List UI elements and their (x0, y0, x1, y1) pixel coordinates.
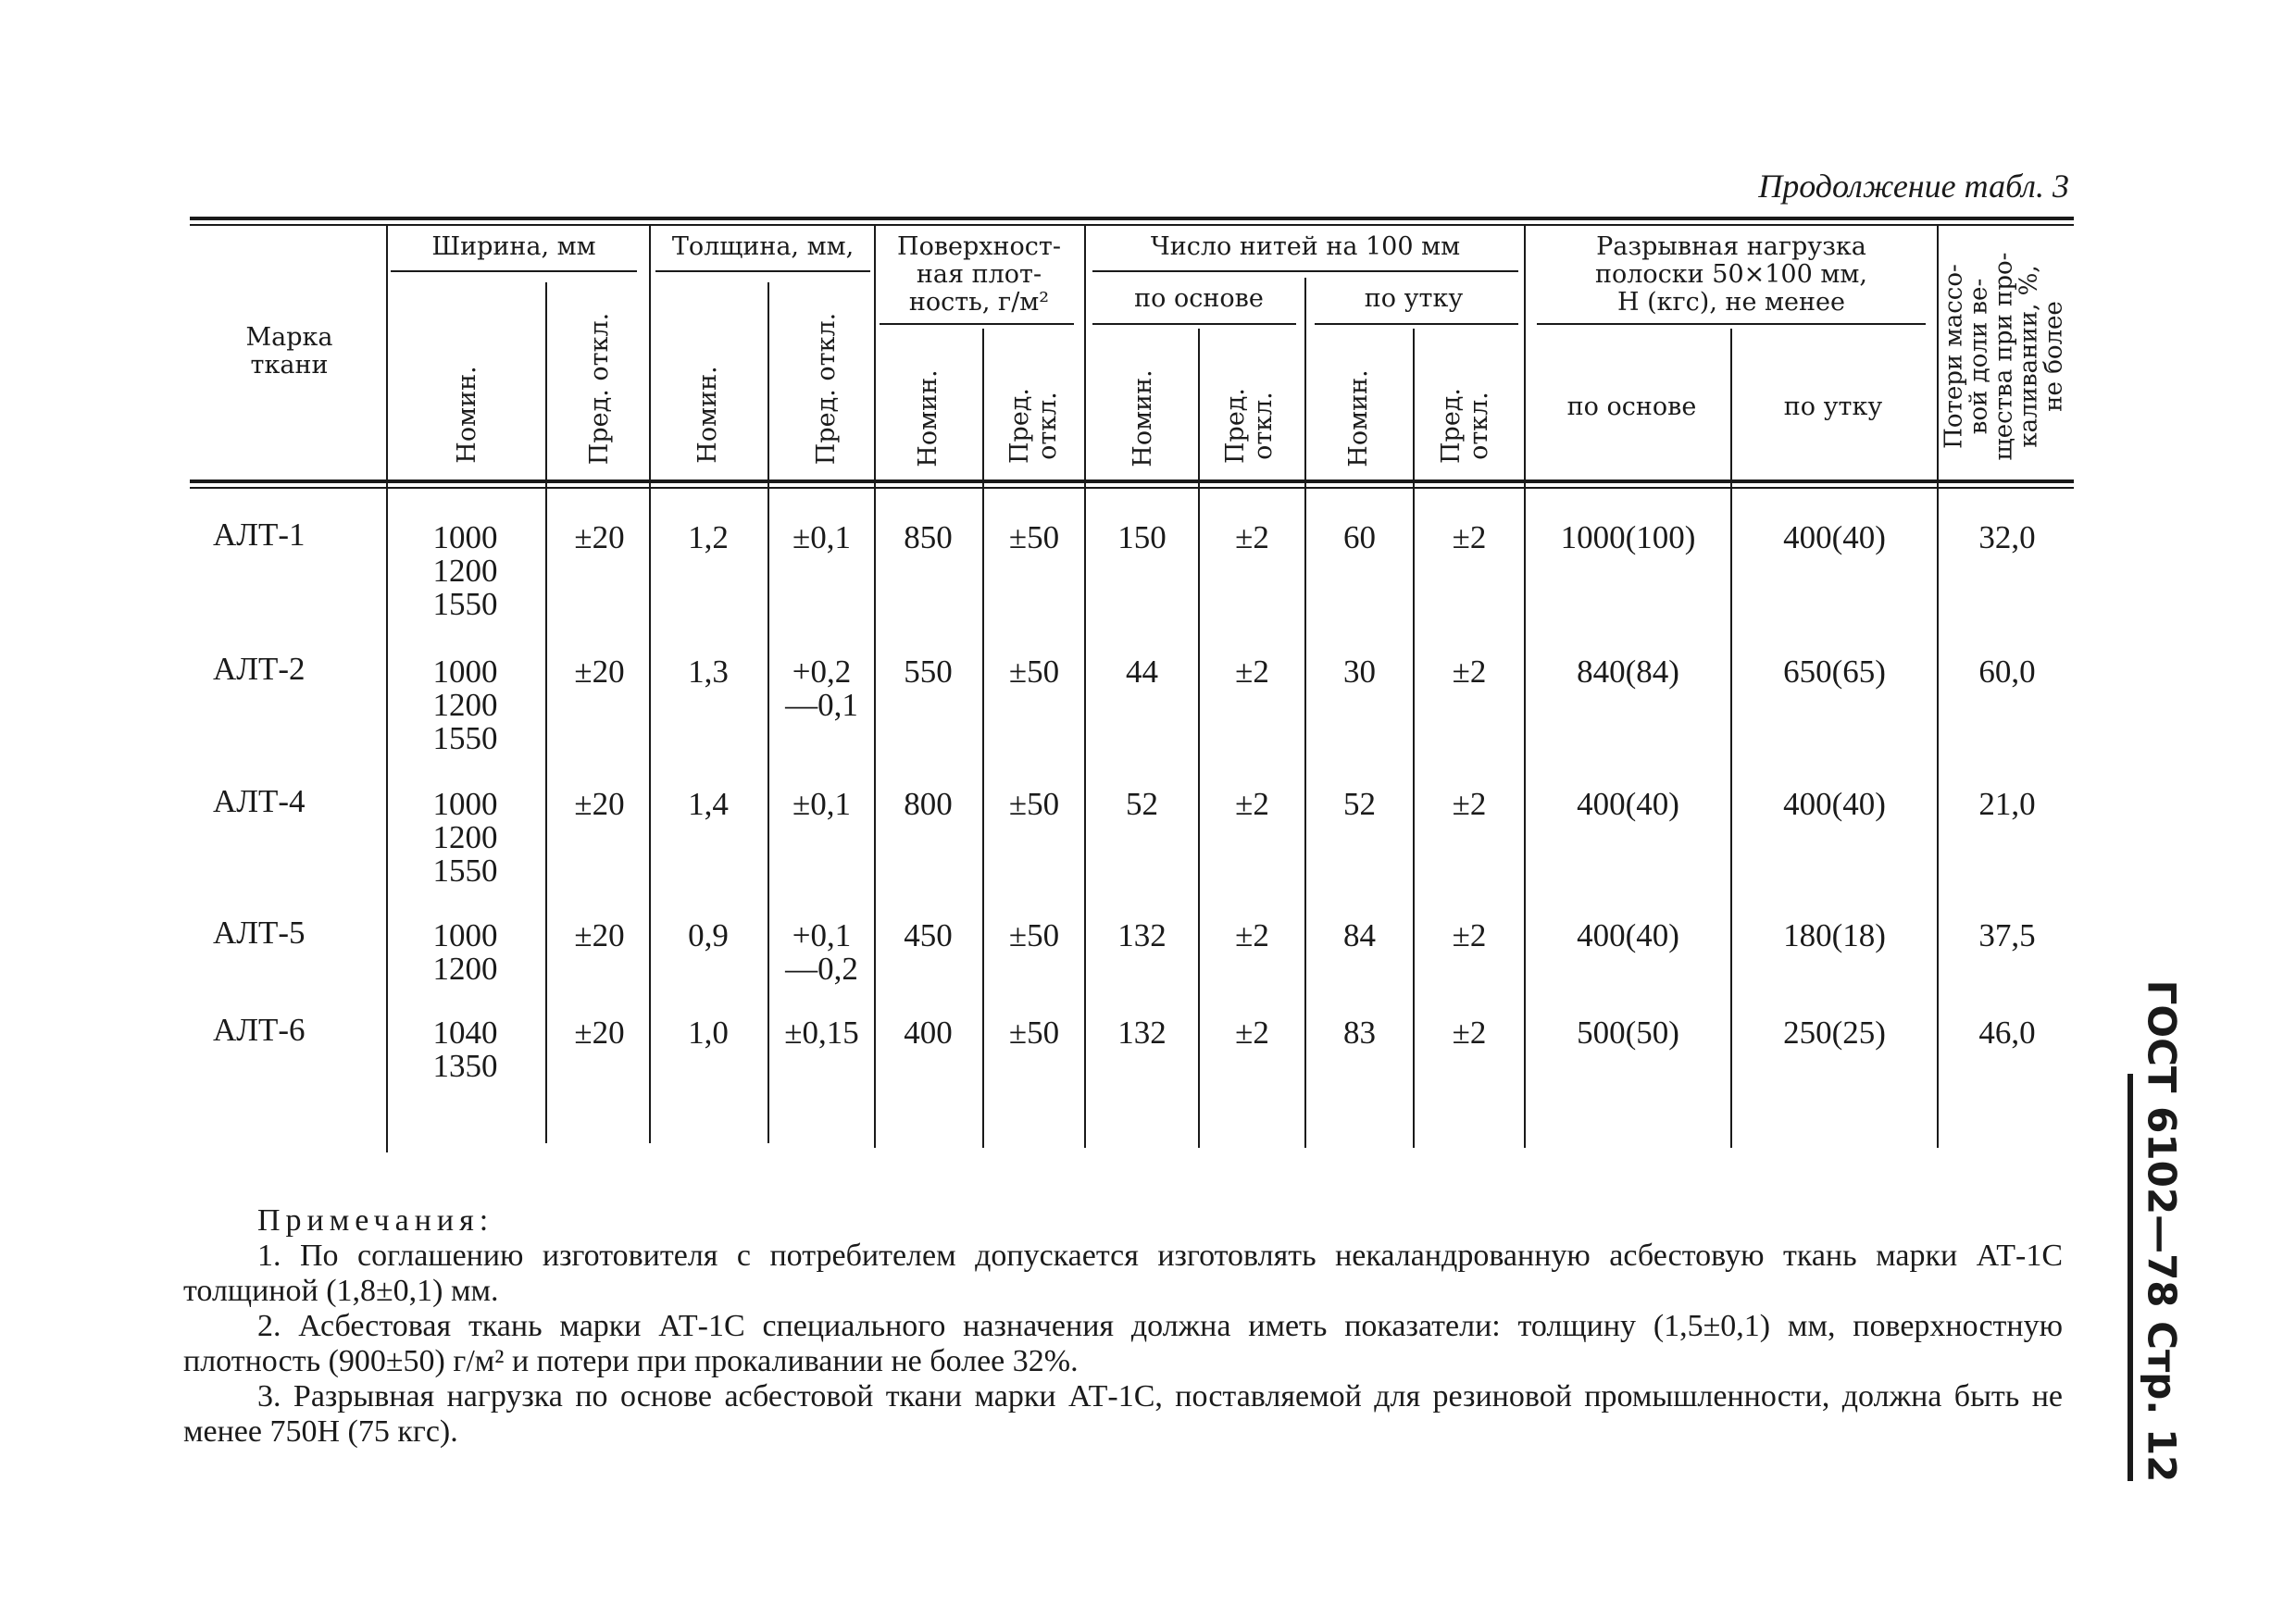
row-2-width-dev: ±20 (574, 654, 625, 690)
row-1-load-warp: 1000(100) (1560, 519, 1696, 555)
row-4-load-weft: 180(18) (1783, 917, 1886, 953)
row-3-width-nom: 1000 1200 1550 (432, 786, 498, 889)
row-4-load-warp: 400(40) (1577, 917, 1679, 953)
row-1-width-dev: ±20 (574, 519, 625, 555)
row-5-dens-dev: ±50 (1008, 1015, 1060, 1051)
row-5-thick-dev: ±0,15 (784, 1015, 859, 1051)
row-4-warp-dev: ±2 (1235, 917, 1269, 953)
row-3-dens-nom: 800 (904, 786, 953, 822)
row-3-weft-dev: ±2 (1452, 786, 1487, 822)
row-3-load-weft: 400(40) (1783, 786, 1886, 822)
row-5-weft-nom: 83 (1343, 1015, 1376, 1051)
row-1-loss: 32,0 (1978, 519, 2036, 555)
row-1-weft-nom: 60 (1343, 519, 1376, 555)
row-3-width-dev: ±20 (574, 786, 625, 822)
note-1: 1. По соглашению изготовителя с потребителем допускается изготовлять некаландрованную асбестовую ткань марки АТ-1С толщиной (1,8±0,1) мм. (183, 1239, 2063, 1308)
row-2-weft-nom: 30 (1343, 654, 1376, 690)
row-2-loss: 60,0 (1978, 654, 2036, 690)
header-loss: Потери массо- вой доли ве- щества при про- каливании, %, не более (1940, 252, 2068, 461)
row-1-warp-nom: 150 (1117, 519, 1167, 555)
row-3-warp-dev: ±2 (1235, 786, 1269, 822)
row-1-width-nom: 1000 1200 1550 (432, 519, 498, 622)
header-weft-dev: Пред. откл. (1437, 387, 1493, 465)
row-1-dens-dev: ±50 (1008, 519, 1060, 555)
header-thick-dev: Пред. откл. (812, 312, 841, 466)
row-5-thick-nom: 1,0 (688, 1015, 729, 1051)
header-threads-warp: по основе (1134, 284, 1264, 313)
row-1-load-weft: 400(40) (1783, 519, 1886, 555)
row-2-dens-nom: 550 (904, 654, 953, 690)
header-grade: Марка ткани (245, 323, 333, 380)
page-label: ГОСТ 6102—78 Стр. 12 (2139, 979, 2185, 1483)
row-5-grade: АЛТ-6 (213, 1012, 306, 1048)
row-1-grade: АЛТ-1 (213, 517, 306, 553)
row-2-warp-nom: 44 (1126, 654, 1158, 690)
header-width-nom: Номин. (453, 366, 481, 464)
row-1-weft-dev: ±2 (1452, 519, 1487, 555)
row-4-thick-nom: 0,9 (688, 917, 729, 953)
row-5-weft-dev: ±2 (1452, 1015, 1487, 1051)
row-1-warp-dev: ±2 (1235, 519, 1269, 555)
row-4-dens-nom: 450 (904, 917, 953, 953)
notes-title: Примечания: (257, 1203, 494, 1238)
table-caption: Продолжение табл. 3 (1758, 168, 2069, 205)
header-threads: Число нитей на 100 мм (1150, 232, 1461, 261)
row-5-loss: 46,0 (1978, 1015, 2036, 1051)
row-4-weft-nom: 84 (1343, 917, 1376, 953)
header-load: Разрывная нагрузка полоски 50×100 мм, Н (кгс), не менее (1595, 232, 1867, 317)
header-thick-nom: Номин. (693, 366, 722, 464)
row-5-width-dev: ±20 (574, 1015, 625, 1051)
row-3-load-warp: 400(40) (1577, 786, 1679, 822)
row-2-warp-dev: ±2 (1235, 654, 1269, 690)
row-4-width-dev: ±20 (574, 917, 625, 953)
row-2-weft-dev: ±2 (1452, 654, 1487, 690)
note-2: 2. Асбестовая ткань марки АТ-1С специального назначения должна иметь показатели: толщину (1,5±0,1) мм, поверхностную плотность (900±50) г/м² и потери при прокаливании не более 32%. (183, 1309, 2063, 1378)
header-load-warp: по основе (1566, 392, 1697, 421)
row-5-warp-dev: ±2 (1235, 1015, 1269, 1051)
row-4-thick-dev: +0,1 —0,2 (785, 917, 858, 987)
row-3-warp-nom: 52 (1126, 786, 1158, 822)
header-warp-nom: Номин. (1129, 369, 1157, 467)
note-3: 3. Разрывная нагрузка по основе асбестовой ткани марки АТ-1С, поставляемой для резиновой промышленности, должна быть не менее 750Н (75 кгс). (183, 1379, 2063, 1449)
row-2-thick-dev: +0,2 —0,1 (785, 654, 858, 723)
row-4-width-nom: 1000 1200 (432, 917, 498, 987)
header-dens-dev: Пред. откл. (1005, 387, 1062, 465)
row-1-thick-dev: ±0,1 (792, 519, 851, 555)
row-1-dens-nom: 850 (904, 519, 953, 555)
row-2-dens-dev: ±50 (1008, 654, 1060, 690)
row-5-load-weft: 250(25) (1783, 1015, 1886, 1051)
header-warp-dev: Пред. откл. (1221, 387, 1278, 465)
row-5-dens-nom: 400 (904, 1015, 953, 1051)
notes (183, 1203, 2063, 1450)
row-5-load-warp: 500(50) (1577, 1015, 1679, 1051)
row-4-warp-nom: 132 (1117, 917, 1167, 953)
row-2-load-weft: 650(65) (1783, 654, 1886, 690)
row-2-load-warp: 840(84) (1577, 654, 1679, 690)
header-thickness: Толщина, мм, (671, 232, 855, 261)
row-3-thick-nom: 1,4 (688, 786, 729, 822)
side-rule (2128, 1074, 2133, 1481)
row-4-loss: 37,5 (1978, 917, 2036, 953)
header-dens-nom: Номин. (914, 369, 942, 467)
row-2-grade: АЛТ-2 (213, 651, 306, 687)
header-threads-weft: по утку (1364, 284, 1464, 313)
row-3-loss: 21,0 (1978, 786, 2036, 822)
row-5-width-nom: 1040 1350 (432, 1015, 498, 1084)
row-2-width-nom: 1000 1200 1550 (432, 654, 498, 756)
row-3-grade: АЛТ-4 (213, 783, 306, 819)
header-width-dev: Пред. откл. (585, 312, 614, 466)
row-3-weft-nom: 52 (1343, 786, 1376, 822)
row-4-grade: АЛТ-5 (213, 915, 306, 951)
row-4-weft-dev: ±2 (1452, 917, 1487, 953)
row-3-dens-dev: ±50 (1008, 786, 1060, 822)
row-3-thick-dev: ±0,1 (792, 786, 851, 822)
row-5-warp-nom: 132 (1117, 1015, 1167, 1051)
row-2-thick-nom: 1,3 (688, 654, 729, 690)
row-1-thick-nom: 1,2 (688, 519, 729, 555)
header-width: Ширина, мм (431, 232, 596, 261)
header-weft-nom: Номин. (1344, 369, 1373, 467)
header-load-weft: по утку (1783, 392, 1883, 421)
row-4-dens-dev: ±50 (1008, 917, 1060, 953)
header-density: Поверхност- ная плот- ность, г/м² (897, 232, 1061, 317)
